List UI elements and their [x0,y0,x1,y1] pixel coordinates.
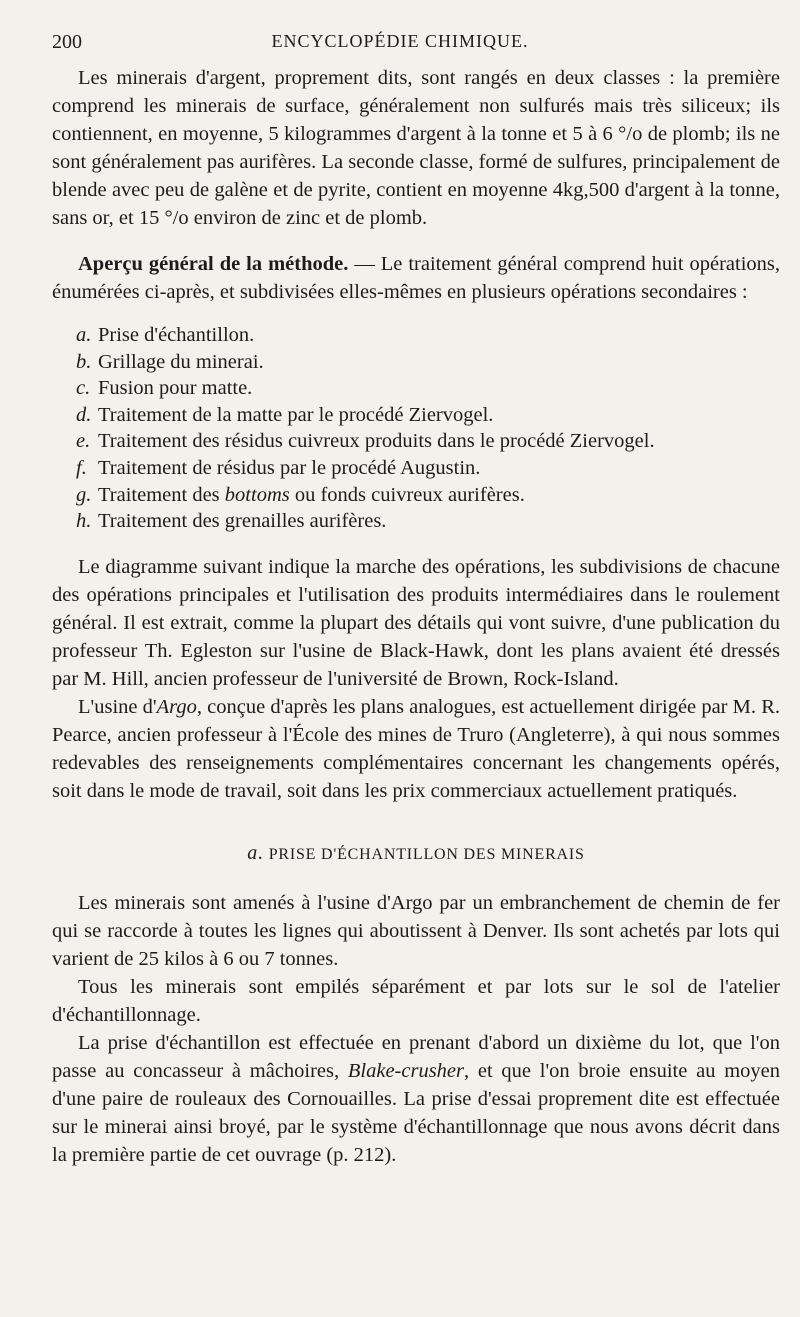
paragraph-arrival: Les minerais sont amenés à l'usine d'Argo par un embranchement de chemin de fer qui se raccorde à toutes les lignes qui aboutissent à Denver. Ils sont achetés par lots qui varient de 25 kilos à 6 ou 7 tonnes. [52,891,780,970]
list-text: Grillage du minerai. [98,350,264,373]
section-heading-apercu: Aperçu général de la méthode. [78,253,349,275]
list-letter: b. [76,350,92,373]
list-item [76,455,780,482]
list-letter: c. [76,377,91,400]
list-letter: d. [76,403,92,426]
list-text: Traitement des [98,483,225,506]
list-item [76,482,780,509]
paragraph-apercu [52,250,780,306]
list-item [76,428,780,455]
list-letter: e. [76,430,91,453]
list-letter: h. [76,510,92,533]
sampling-text: , et que l'on broie ensuite au moyen d'une paire de rouleaux des Cornouailles. La prise d'essai proprement dite est effectuée sur le minerai ainsi broyé, par le système d'échantillonnage que nous avons décrit dans la première partie de cet ouvrage (p. 212). [52,1059,780,1166]
paragraph-silver-ores: Les minerais d'argent, proprement dits, sont rangés en deux classes : la première comprend les minerais de surface, généralement non sulfurés mais très siliceux; ils contiennent, en moyenne, 5 kilogrammes d'argent à la tonne et 5 à 6 °/o de plomb; ils ne sont généralement pas aurifères. La seconde classe, formé de sulfures, principalement de blende avec peu de galène et de pyrite, contient en moyenne 4kg,500 d'argent à la tonne, sans or, et 15 °/o environ de zinc et de plomb. [52,67,780,229]
list-text: Traitement des grenailles aurifères. [98,510,387,533]
body-text [52,64,780,1169]
operations-list [76,322,780,535]
argo-text: L'usine d' [78,695,157,718]
list-item [76,375,780,402]
sampling-text: La prise d'échantillon est effectuée en prenant d'abord un dixième du lot, que l'on passe au concasseur à mâchoires, [52,1031,780,1082]
argo-italic: Argo [156,695,197,718]
sampling-italic: Blake-crusher [347,1059,465,1082]
section-title: PRISE D'ÉCHANTILLON DES MINERAIS [268,845,585,863]
list-text: Prise d'échantillon. [98,324,255,346]
list-item [76,402,780,429]
apercu-text: — Le traitement général comprend huit opérations, énumérées ci-après, et subdivisées elles-mêmes en plusieurs opérations secondaires : [52,253,780,303]
section-letter: a. [247,841,264,864]
list-text: Traitement de résidus par le procédé Augustin. [98,456,481,479]
list-item [76,508,780,535]
paragraph-sampling [52,1029,780,1169]
list-text: ou fonds cuivreux aurifères. [289,483,525,506]
list-item [76,322,780,349]
paragraph-argo [52,693,780,805]
list-text: Traitement de la matte par le procédé Ziervogel. [98,403,494,426]
paragraph-piles: Tous les minerais sont empilés séparément et par lots sur le sol de l'atelier d'échantillonnage. [52,975,780,1026]
list-letter: f. [76,456,87,479]
running-title: ENCYCLOPÉDIE CHIMIQUE. [271,31,529,51]
list-letter: g. [76,483,92,506]
list-text: Fusion pour matte. [98,377,253,400]
paragraph-diagram: Le diagramme suivant indique la marche des opérations, les subdivisions de chacune des opérations principales et l'utilisation des produits intermédiaires dans le roulement général. Il est extrait, comme la plupart des détails qui vont suivre, d'une publication du professeur Th. Egleston sur l'usine de Black-Hawk, dont les plans avaient été dressés par M. Hill, ancien professeur de l'université de Brown, Rock-Island. [52,555,780,690]
list-text: Traitement des résidus cuivreux produits dans le procédé Ziervogel. [98,430,655,453]
list-letter: a. [76,324,92,346]
list-text-italic: bottoms [224,483,290,506]
section-caption [52,839,780,869]
argo-text: , conçue d'après les plans analogues, est actuellement dirigée par M. R. Pearce, ancien professeur à l'École des mines de Truro (Angleterre), à qui nous sommes redevables des renseignements complémentaires concernant les changements opérés, soit dans le mode de travail, soit dans les prix commerciaux actuellement pratiqués. [52,695,780,802]
list-item [76,349,780,376]
page-number: 200 [52,31,82,53]
